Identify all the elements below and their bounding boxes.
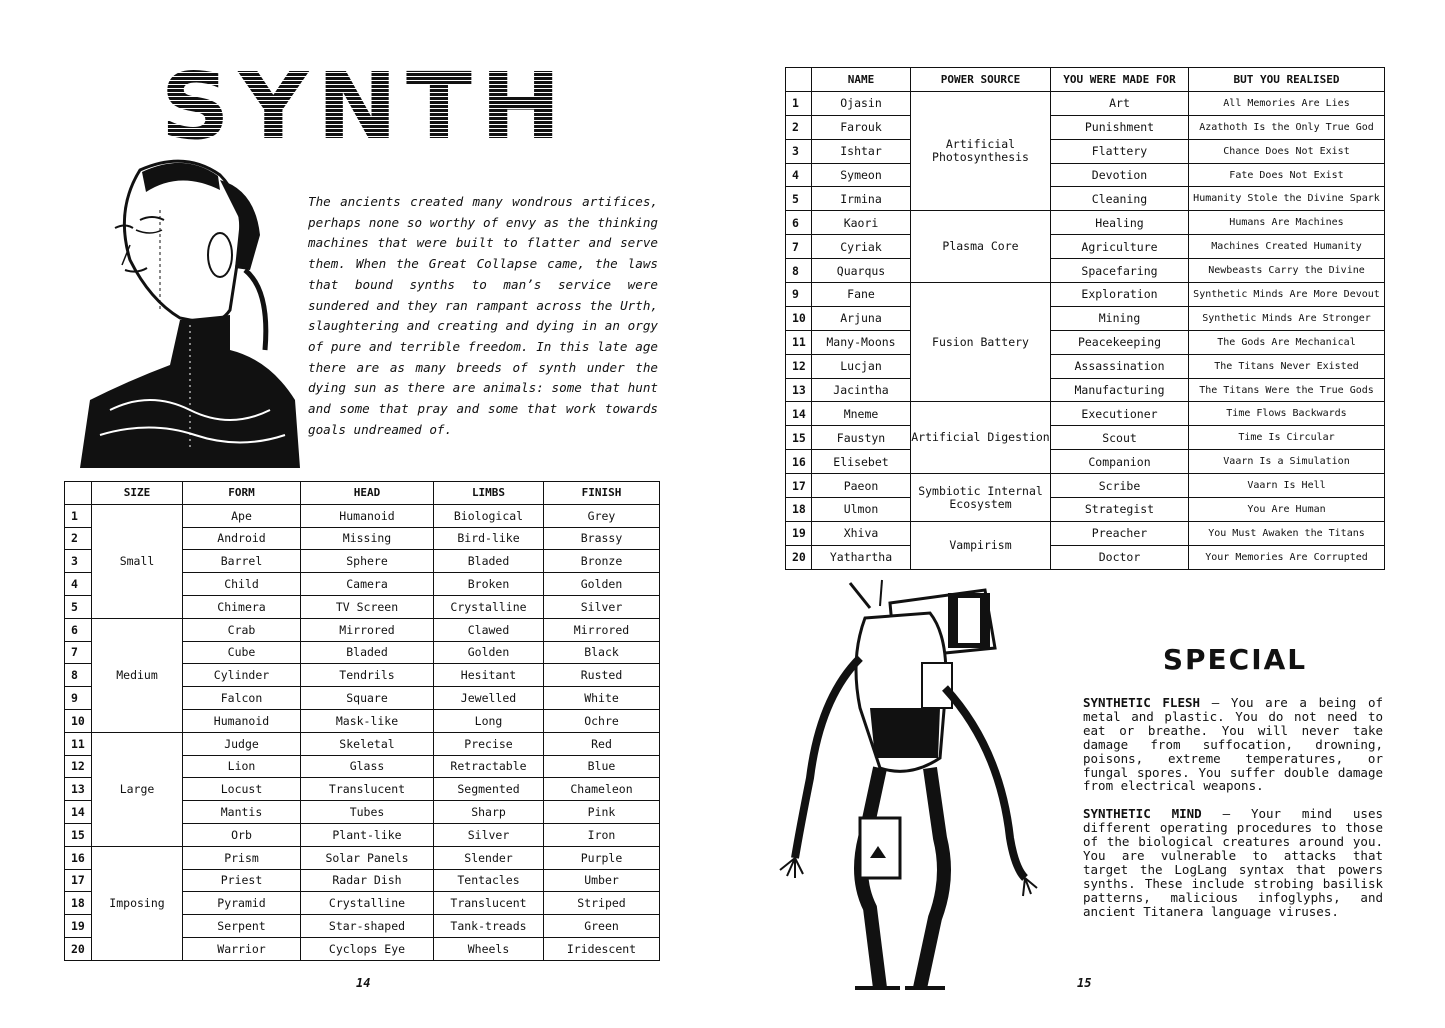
table-row xyxy=(786,330,1385,354)
made-for-cell: Mining xyxy=(1051,306,1189,330)
form-cell: Mantis xyxy=(183,801,301,824)
column-header: LIMBS xyxy=(434,482,544,505)
realised-cell: The Titans Were the True Gods xyxy=(1189,378,1385,402)
synthetic-mind-text: – Your mind uses different operating procedures to those of the biological creatures around you. You are vulnerable to attacks that target the LogLang syntax that powers synths. These include strobing basilisk patterns, malicious infoglyphs, and ancient Titanera language viruses. xyxy=(1083,806,1384,919)
power-source-cell: Plasma Core xyxy=(911,211,1051,283)
made-for-cell: Art xyxy=(1051,91,1189,115)
roll-number: 13 xyxy=(786,378,812,402)
name-cell: Mneme xyxy=(812,402,911,426)
roll-number: 3 xyxy=(65,550,92,573)
limbs-cell: Hesitant xyxy=(434,664,544,687)
roll-number: 7 xyxy=(65,641,92,664)
head-cell: Mirrored xyxy=(301,618,434,641)
roll-number: 10 xyxy=(786,306,812,330)
made-for-cell: Exploration xyxy=(1051,283,1189,307)
roll-number: 9 xyxy=(786,283,812,307)
page-title: SYNTH xyxy=(160,53,570,160)
form-cell: Android xyxy=(183,527,301,550)
power-source-cell: Symbiotic Internal Ecosystem xyxy=(911,474,1051,522)
limbs-cell: Tank-treads xyxy=(434,915,544,938)
made-for-cell: Punishment xyxy=(1051,115,1189,139)
realised-cell: Vaarn Is a Simulation xyxy=(1189,450,1385,474)
form-cell: Locust xyxy=(183,778,301,801)
head-cell: Tendrils xyxy=(301,664,434,687)
made-for-cell: Manufacturing xyxy=(1051,378,1189,402)
realised-cell: Azathoth Is the Only True God xyxy=(1189,115,1385,139)
roll-number: 2 xyxy=(65,527,92,550)
limbs-cell: Clawed xyxy=(434,618,544,641)
form-cell: Humanoid xyxy=(183,709,301,732)
column-header xyxy=(786,68,812,92)
head-cell: Crystalline xyxy=(301,892,434,915)
table-row xyxy=(786,474,1385,498)
name-cell: Fane xyxy=(812,283,911,307)
form-cell: Serpent xyxy=(183,915,301,938)
special-title: SPECIAL xyxy=(1162,643,1308,676)
size-cell: Small xyxy=(92,504,183,618)
made-for-cell: Doctor xyxy=(1051,545,1189,569)
realised-cell: Synthetic Minds Are Stronger xyxy=(1189,306,1385,330)
roll-number: 1 xyxy=(65,504,92,527)
roll-number: 6 xyxy=(65,618,92,641)
finish-cell: Grey xyxy=(544,504,660,527)
head-cell: Translucent xyxy=(301,778,434,801)
limbs-cell: Sharp xyxy=(434,801,544,824)
column-header: FINISH xyxy=(544,482,660,505)
page-number-left: 14 xyxy=(356,976,371,990)
made-for-cell: Executioner xyxy=(1051,402,1189,426)
realised-cell: Time Is Circular xyxy=(1189,426,1385,450)
name-cell: Quarqus xyxy=(812,259,911,283)
made-for-cell: Strategist xyxy=(1051,498,1189,522)
head-cell: Cyclops Eye xyxy=(301,937,434,960)
column-header xyxy=(65,482,92,505)
finish-cell: Ochre xyxy=(544,709,660,732)
realised-cell: The Titans Never Existed xyxy=(1189,354,1385,378)
roll-number: 3 xyxy=(786,139,812,163)
head-cell: Star-shaped xyxy=(301,915,434,938)
finish-cell: Pink xyxy=(544,801,660,824)
name-cell: Irmina xyxy=(812,187,911,211)
name-cell: Lucjan xyxy=(812,354,911,378)
name-cell: Kaori xyxy=(812,211,911,235)
page-number-right: 15 xyxy=(1077,976,1092,990)
roll-number: 8 xyxy=(65,664,92,687)
form-cell: Pyramid xyxy=(183,892,301,915)
realised-cell: Your Memories Are Corrupted xyxy=(1189,545,1385,569)
table-row xyxy=(786,259,1385,283)
name-cell: Farouk xyxy=(812,115,911,139)
realised-cell: Newbeasts Carry the Divine xyxy=(1189,259,1385,283)
realised-cell: Humans Are Machines xyxy=(1189,211,1385,235)
roll-number: 5 xyxy=(786,187,812,211)
form-cell: Falcon xyxy=(183,687,301,710)
head-cell: Mask-like xyxy=(301,709,434,732)
power-source-cell: Artificial Digestion xyxy=(911,402,1051,474)
limbs-cell: Jewelled xyxy=(434,687,544,710)
finish-cell: Rusted xyxy=(544,664,660,687)
limbs-cell: Bladed xyxy=(434,550,544,573)
head-cell: Square xyxy=(301,687,434,710)
roll-number: 19 xyxy=(65,915,92,938)
roll-number: 2 xyxy=(786,115,812,139)
size-cell: Medium xyxy=(92,618,183,732)
made-for-cell: Assassination xyxy=(1051,354,1189,378)
table-row xyxy=(65,504,660,527)
form-cell: Orb xyxy=(183,823,301,846)
table-header-row xyxy=(65,482,660,505)
roll-number: 11 xyxy=(65,732,92,755)
head-cell: Glass xyxy=(301,755,434,778)
realised-cell: Vaarn Is Hell xyxy=(1189,474,1385,498)
size-cell: Large xyxy=(92,732,183,846)
limbs-cell: Translucent xyxy=(434,892,544,915)
head-cell: Radar Dish xyxy=(301,869,434,892)
table-row xyxy=(786,283,1385,307)
limbs-cell: Silver xyxy=(434,823,544,846)
limbs-cell: Tentacles xyxy=(434,869,544,892)
roll-number: 12 xyxy=(65,755,92,778)
table-row xyxy=(786,426,1385,450)
limbs-cell: Bird-like xyxy=(434,527,544,550)
roll-number: 18 xyxy=(786,498,812,522)
head-cell: Humanoid xyxy=(301,504,434,527)
realised-cell: Chance Does Not Exist xyxy=(1189,139,1385,163)
limbs-cell: Precise xyxy=(434,732,544,755)
table-row xyxy=(65,846,660,869)
realised-cell: All Memories Are Lies xyxy=(1189,91,1385,115)
head-cell: Skeletal xyxy=(301,732,434,755)
roll-number: 13 xyxy=(65,778,92,801)
name-cell: Jacintha xyxy=(812,378,911,402)
form-cell: Judge xyxy=(183,732,301,755)
finish-cell: Brassy xyxy=(544,527,660,550)
limbs-cell: Slender xyxy=(434,846,544,869)
form-cell: Child xyxy=(183,573,301,596)
head-cell: TV Screen xyxy=(301,595,434,618)
table-row xyxy=(786,402,1385,426)
realised-cell: Machines Created Humanity xyxy=(1189,235,1385,259)
roll-number: 16 xyxy=(786,450,812,474)
table-row xyxy=(786,545,1385,569)
limbs-cell: Crystalline xyxy=(434,595,544,618)
table-row xyxy=(786,498,1385,522)
finish-cell: Bronze xyxy=(544,550,660,573)
name-cell: Xhiva xyxy=(812,521,911,545)
column-header: YOU WERE MADE FOR xyxy=(1051,68,1189,92)
synthetic-flesh-title: SYNTHETIC FLESH xyxy=(1083,695,1201,710)
finish-cell: Silver xyxy=(544,595,660,618)
synthetic-flesh-paragraph xyxy=(1083,696,1383,793)
limbs-cell: Golden xyxy=(434,641,544,664)
limbs-cell: Wheels xyxy=(434,937,544,960)
form-cell: Ape xyxy=(183,504,301,527)
name-cell: Yathartha xyxy=(812,545,911,569)
roll-number: 18 xyxy=(65,892,92,915)
roll-number: 7 xyxy=(786,235,812,259)
name-cell: Many-Moons xyxy=(812,330,911,354)
roll-number: 6 xyxy=(786,211,812,235)
column-header: FORM xyxy=(183,482,301,505)
head-cell: Bladed xyxy=(301,641,434,664)
name-cell: Faustyn xyxy=(812,426,911,450)
made-for-cell: Scout xyxy=(1051,426,1189,450)
finish-cell: Iron xyxy=(544,823,660,846)
head-cell: Tubes xyxy=(301,801,434,824)
finish-cell: Golden xyxy=(544,573,660,596)
finish-cell: Chameleon xyxy=(544,778,660,801)
roll-number: 17 xyxy=(65,869,92,892)
roll-number: 8 xyxy=(786,259,812,283)
roll-number: 15 xyxy=(786,426,812,450)
power-source-cell: Fusion Battery xyxy=(911,283,1051,402)
table-row xyxy=(786,378,1385,402)
roll-number: 11 xyxy=(786,330,812,354)
roll-number: 15 xyxy=(65,823,92,846)
intro-paragraph: The ancients created many wondrous artifices, perhaps none so worthy of envy as the thinking machines that were built to flatter and serve them. When the Great Collapse came, the laws that bound synths to man’s service were sundered and they ran rampant across the Urth, slaughtering and creating and dying in an orgy of pure and terrible freedom. In this late age there are as many breeds of synth under the dying sun as there are animals: some that hunt and some that pray and some that work towards goals undreamed of. xyxy=(308,194,658,437)
limbs-cell: Long xyxy=(434,709,544,732)
made-for-cell: Peacekeeping xyxy=(1051,330,1189,354)
table-row xyxy=(786,521,1385,545)
realised-cell: Synthetic Minds Are More Devout xyxy=(1189,283,1385,307)
finish-cell: Umber xyxy=(544,869,660,892)
synth-origin-table xyxy=(785,67,1385,570)
table-header-row xyxy=(786,68,1385,92)
name-cell: Ulmon xyxy=(812,498,911,522)
head-cell: Missing xyxy=(301,527,434,550)
roll-number: 20 xyxy=(65,937,92,960)
roll-number: 17 xyxy=(786,474,812,498)
form-cell: Priest xyxy=(183,869,301,892)
limbs-cell: Segmented xyxy=(434,778,544,801)
column-header: POWER SOURCE xyxy=(911,68,1051,92)
roll-number: 12 xyxy=(786,354,812,378)
finish-cell: Black xyxy=(544,641,660,664)
made-for-cell: Healing xyxy=(1051,211,1189,235)
table-row xyxy=(786,91,1385,115)
limbs-cell: Biological xyxy=(434,504,544,527)
name-cell: Symeon xyxy=(812,163,911,187)
synth-head-illustration xyxy=(70,150,300,468)
limbs-cell: Broken xyxy=(434,573,544,596)
table-row xyxy=(786,115,1385,139)
made-for-cell: Companion xyxy=(1051,450,1189,474)
name-cell: Arjuna xyxy=(812,306,911,330)
realised-cell: The Gods Are Mechanical xyxy=(1189,330,1385,354)
realised-cell: You Are Human xyxy=(1189,498,1385,522)
roll-number: 5 xyxy=(65,595,92,618)
head-cell: Solar Panels xyxy=(301,846,434,869)
realised-cell: Time Flows Backwards xyxy=(1189,402,1385,426)
finish-cell: White xyxy=(544,687,660,710)
form-cell: Crab xyxy=(183,618,301,641)
synthetic-flesh-text: – You are a being of metal and plastic. You do not need to eat or breathe. You will never take damage from suffocation, drowning, poisons, extreme temperatures, or fungal spores. You suffer double damage from electrical weapons. xyxy=(1083,695,1383,794)
table-row xyxy=(65,618,660,641)
table-row xyxy=(786,187,1385,211)
name-cell: Ishtar xyxy=(812,139,911,163)
table-row xyxy=(786,211,1385,235)
size-cell: Imposing xyxy=(92,846,183,960)
power-source-cell: Artificial Photosynthesis xyxy=(911,91,1051,210)
made-for-cell: Cleaning xyxy=(1051,187,1189,211)
roll-number: 16 xyxy=(65,846,92,869)
table-row xyxy=(786,163,1385,187)
limbs-cell: Retractable xyxy=(434,755,544,778)
table-row xyxy=(786,235,1385,259)
form-cell: Lion xyxy=(183,755,301,778)
table-row xyxy=(786,306,1385,330)
synth-form-table xyxy=(64,481,660,961)
table-row xyxy=(786,354,1385,378)
name-cell: Ojasin xyxy=(812,91,911,115)
made-for-cell: Scribe xyxy=(1051,474,1189,498)
realised-cell: You Must Awaken the Titans xyxy=(1189,521,1385,545)
form-cell: Cylinder xyxy=(183,664,301,687)
special-section xyxy=(1083,696,1383,933)
made-for-cell: Devotion xyxy=(1051,163,1189,187)
form-cell: Chimera xyxy=(183,595,301,618)
roll-number: 4 xyxy=(786,163,812,187)
realised-cell: Humanity Stole the Divine Spark xyxy=(1189,187,1385,211)
column-header: NAME xyxy=(812,68,911,92)
roll-number: 4 xyxy=(65,573,92,596)
column-header: HEAD xyxy=(301,482,434,505)
roll-number: 19 xyxy=(786,521,812,545)
form-cell: Prism xyxy=(183,846,301,869)
table-row xyxy=(786,450,1385,474)
column-header: BUT YOU REALISED xyxy=(1189,68,1385,92)
finish-cell: Mirrored xyxy=(544,618,660,641)
form-cell: Warrior xyxy=(183,937,301,960)
synthetic-mind-paragraph xyxy=(1083,807,1383,918)
finish-cell: Green xyxy=(544,915,660,938)
power-source-cell: Vampirism xyxy=(911,521,1051,569)
finish-cell: Striped xyxy=(544,892,660,915)
realised-cell: Fate Does Not Exist xyxy=(1189,163,1385,187)
made-for-cell: Agriculture xyxy=(1051,235,1189,259)
name-cell: Cyriak xyxy=(812,235,911,259)
made-for-cell: Flattery xyxy=(1051,139,1189,163)
made-for-cell: Spacefaring xyxy=(1051,259,1189,283)
head-cell: Sphere xyxy=(301,550,434,573)
roll-number: 10 xyxy=(65,709,92,732)
table-row xyxy=(786,139,1385,163)
name-cell: Paeon xyxy=(812,474,911,498)
roll-number: 9 xyxy=(65,687,92,710)
roll-number: 14 xyxy=(65,801,92,824)
made-for-cell: Preacher xyxy=(1051,521,1189,545)
head-cell: Camera xyxy=(301,573,434,596)
synthetic-mind-title: SYNTHETIC MIND xyxy=(1083,806,1202,822)
name-cell: Elisebet xyxy=(812,450,911,474)
roll-number: 20 xyxy=(786,545,812,569)
form-cell: Cube xyxy=(183,641,301,664)
roll-number: 14 xyxy=(786,402,812,426)
finish-cell: Iridescent xyxy=(544,937,660,960)
form-cell: Barrel xyxy=(183,550,301,573)
roll-number: 1 xyxy=(786,91,812,115)
finish-cell: Red xyxy=(544,732,660,755)
table-row xyxy=(65,732,660,755)
column-header: SIZE xyxy=(92,482,183,505)
head-cell: Plant-like xyxy=(301,823,434,846)
walker-robot-illustration xyxy=(770,578,1060,998)
finish-cell: Purple xyxy=(544,846,660,869)
finish-cell: Blue xyxy=(544,755,660,778)
